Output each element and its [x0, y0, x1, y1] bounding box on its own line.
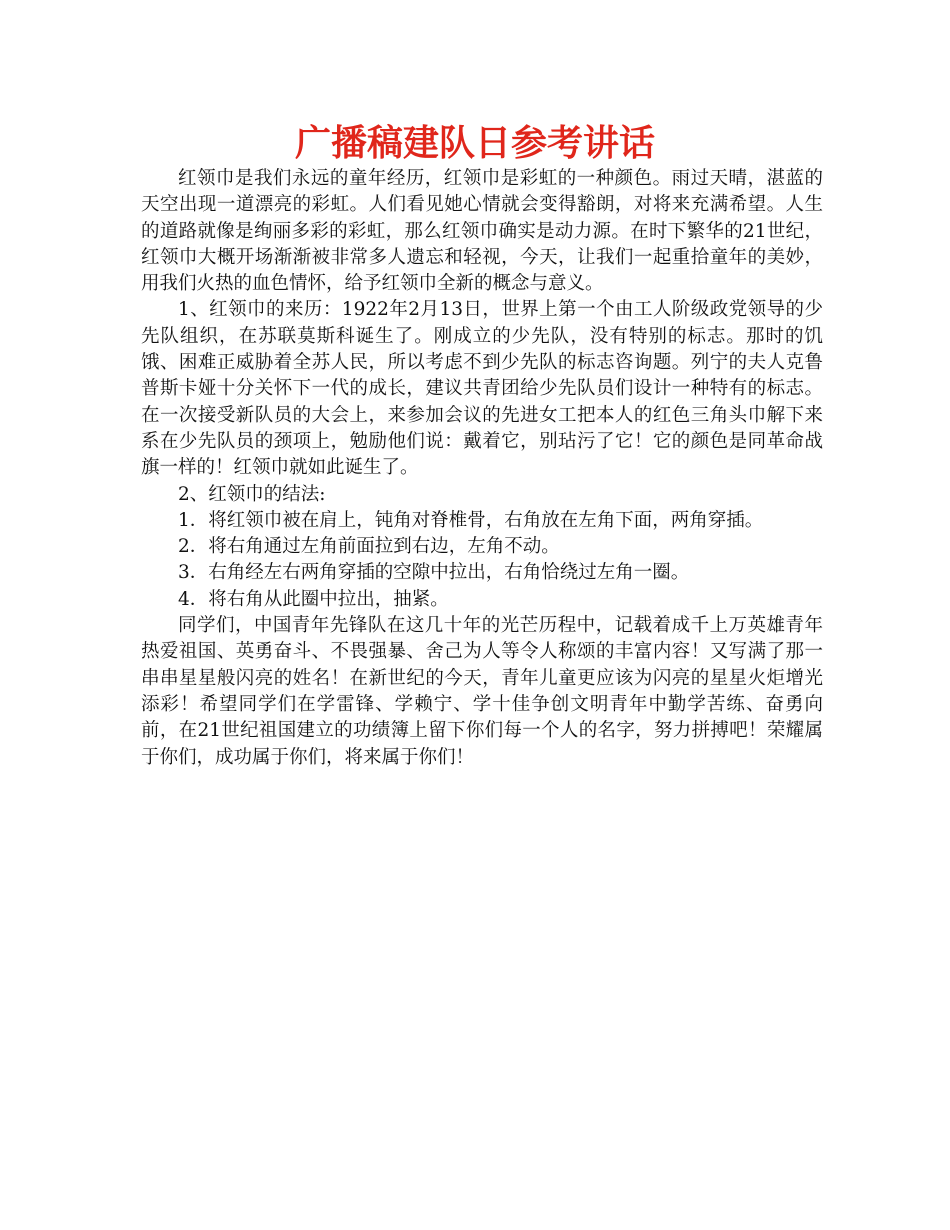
paragraph-step-4: 4．将右角从此圈中拉出，抽紧。 [178, 588, 449, 610]
document-title: 广播稿建队日参考讲话 [294, 123, 655, 164]
paragraph-history: 1、红领巾的来历：1922年2月13日，世界上第一个由工人阶级政党领导的少先队组织，在苏联莫斯科诞生了。刚成立的少先队，没有特别的标志。那时的饥饿、困难正威胁着全苏人民，所以考虑不到少先队的标志咨询题。列宁的夫人克鲁普斯卡娅十分关怀下一代的成长，建议共青团给少先队员们设计一种特有的标志。在一次接受新队员的大会上，来参加会议的先进女工把本人的红色三角头巾解下来系在少先队员的颈项上，勉励他们说：戴着它，别玷污了它！它的颜色是同革命战旗一样的！红领巾就如此诞生了。 [141, 299, 823, 479]
paragraph-intro: 红领巾是我们永远的童年经历，红领巾是彩虹的一种颜色。雨过天晴，湛蓝的天空出现一道漂亮的彩虹。人们看见她心情就会变得豁朗，对将来充满希望。人生的道路就像是绚丽多彩的彩虹，那么红领巾确实是动力源。在时下繁华的21世纪，红领巾大概开场渐渐被非常多人遗忘和轻视，今天，让我们一起重拾童年的美妙，用我们火热的血色情怀，给予红领巾全新的概念与意义。 [141, 168, 823, 295]
paragraph-closing: 同学们，中国青年先锋队在这几十年的光芒历程中，记载着成千上万英雄青年热爱祖国、英勇奋斗、不畏强暴、舍己为人等令人称颂的丰富内容！又写满了那一串串星星般闪亮的姓名！在新世纪的今天，青年儿童更应该为闪亮的星星火炬增光添彩！希望同学们在学雷锋、学赖宁、学十佳争创文明青年中勤学苦练、奋勇向前，在21世纪祖国建立的功绩簿上留下你们每一个人的名字，努力拼搏吧！荣耀属于你们，成功属于你们，将来属于你们！ [141, 615, 823, 768]
paragraph-step-2: 2．将右角通过左角前面拉到右边，左角不动。 [178, 536, 560, 558]
paragraph-step-1: 1．将红领巾被在肩上，钝角对脊椎骨，右角放在左角下面，两角穿插。 [178, 509, 764, 531]
document-body [141, 166, 823, 771]
paragraph-step-3: 3．右角经左右两角穿插的空隙中拉出，右角恰绕过左角一圈。 [178, 562, 690, 584]
paragraph-tying-heading: 2、红领巾的结法: [178, 483, 326, 505]
